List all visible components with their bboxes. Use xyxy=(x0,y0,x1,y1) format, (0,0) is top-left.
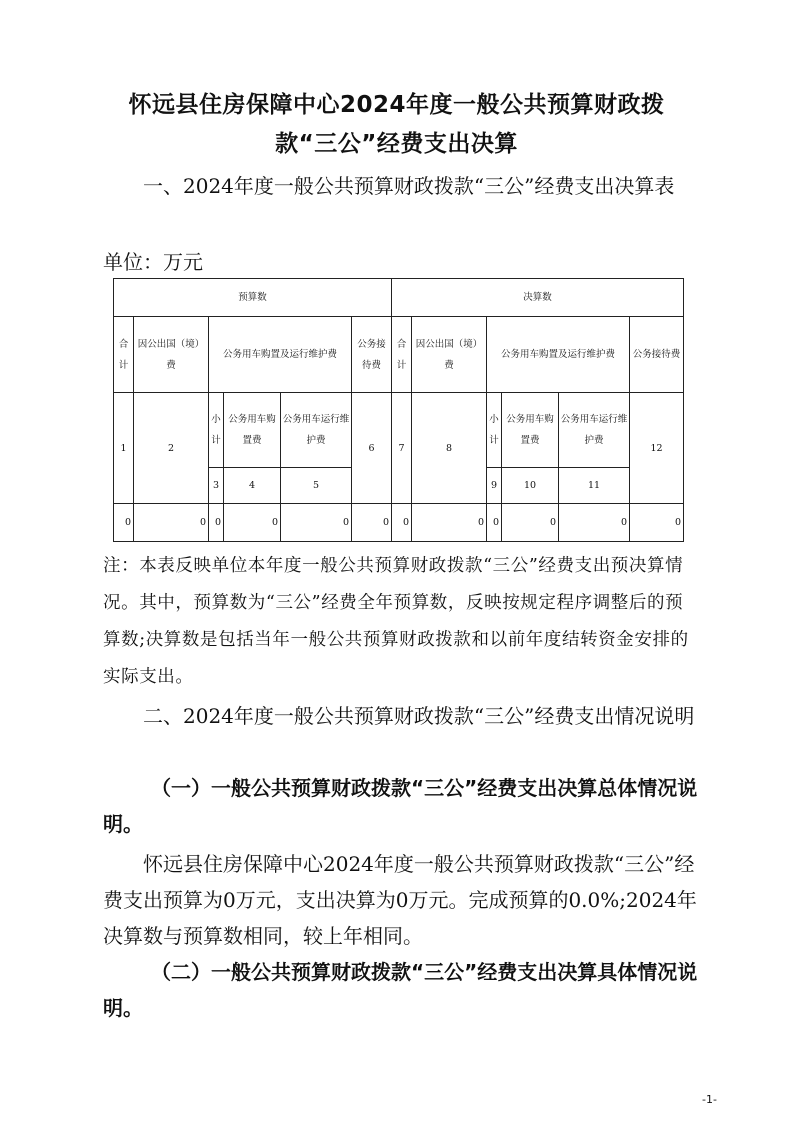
column-number-cell: 8 xyxy=(412,393,487,504)
column-number-cell: 9 xyxy=(487,468,502,504)
table-subheader-row xyxy=(114,393,684,468)
budget-abroad-header: 因公出国（境）费 xyxy=(134,317,209,393)
value-cell: 0 xyxy=(559,504,630,542)
column-number-cell: 6 xyxy=(352,393,392,504)
unit-label: 单位：万元 xyxy=(103,250,203,274)
value-cell: 0 xyxy=(352,504,392,542)
page-number: -1- xyxy=(702,1093,717,1106)
column-number-cell: 5 xyxy=(281,468,352,504)
section1-heading: 一、2024年度一般公共预算财政拨款“三公”经费支出决算表 xyxy=(143,174,675,198)
final-vehicle-group-header: 公务用车购置及运行维护费 xyxy=(487,317,630,393)
column-number-cell: 1 xyxy=(114,393,134,504)
section2-heading: 二、2024年度一般公共预算财政拨款“三公”经费支出情况说明 xyxy=(143,704,695,728)
value-cell: 0 xyxy=(224,504,281,542)
budget-total-header: 合计 xyxy=(114,317,134,393)
subsection2-heading: （二）一般公共预算财政拨款“三公”经费支出决算具体情况说明。 xyxy=(103,960,698,1020)
budget-vehicle-group-header: 公务用车购置及运行维护费 xyxy=(209,317,352,393)
value-cell: 0 xyxy=(209,504,224,542)
value-cell: 0 xyxy=(134,504,209,542)
final-total-header: 合计 xyxy=(392,317,412,393)
column-number-cell: 2 xyxy=(134,393,209,504)
value-cell: 0 xyxy=(630,504,684,542)
final-group-header: 决算数 xyxy=(392,279,684,317)
budget-vehicle-purchase-header: 公务用车购置费 xyxy=(224,393,281,468)
budget-reception-header: 公务接待费 xyxy=(352,317,392,393)
column-number-cell: 7 xyxy=(392,393,412,504)
budget-vehicle-operation-header: 公务用车运行维护费 xyxy=(281,393,352,468)
final-vehicle-subtotal-header: 小计 xyxy=(487,393,502,468)
subsection1-heading: （一）一般公共预算财政拨款“三公”经费支出决算总体情况说明。 xyxy=(103,776,698,836)
column-number-cell: 3 xyxy=(209,468,224,504)
table-column-header-row xyxy=(114,317,684,393)
value-cell: 0 xyxy=(412,504,487,542)
table-note: 注：本表反映单位本年度一般公共预算财政拨款“三公”经费支出预决算情况。其中，预算数为“三公”经费全年预算数，反映按规定程序调整后的预算数;决算数是包括当年一般公共预算财政拨款和以前年度结转资金安排的实际支出。 xyxy=(103,556,689,687)
three-public-expense-table xyxy=(113,278,684,542)
column-number-cell: 12 xyxy=(630,393,684,504)
value-cell: 0 xyxy=(392,504,412,542)
budget-vehicle-subtotal-header: 小计 xyxy=(209,393,224,468)
table-group-header-row xyxy=(114,279,684,317)
final-abroad-header: 因公出国（境）费 xyxy=(412,317,487,393)
final-vehicle-purchase-header: 公务用车购置费 xyxy=(502,393,559,468)
value-cell: 0 xyxy=(114,504,134,542)
subsection1-body: 怀远县住房保障中心2024年度一般公共预算财政拨款“三公”经费支出预算为0万元，支出决算为0万元。完成预算的0.0%;2024年决算数与预算数相同，较上年相同。 xyxy=(103,852,697,948)
value-cell: 0 xyxy=(502,504,559,542)
final-vehicle-operation-header: 公务用车运行维护费 xyxy=(559,393,630,468)
column-number-cell: 10 xyxy=(502,468,559,504)
document-title-line1: 怀远县住房保障中心2024年度一般公共预算财政拨 xyxy=(128,92,665,118)
budget-group-header: 预算数 xyxy=(114,279,392,317)
document-title-line2: 款“三公”经费支出决算 xyxy=(275,131,518,157)
final-reception-header: 公务接待费 xyxy=(630,317,684,393)
table-value-row xyxy=(114,504,684,542)
column-number-cell: 11 xyxy=(559,468,630,504)
value-cell: 0 xyxy=(487,504,502,542)
value-cell: 0 xyxy=(281,504,352,542)
column-number-cell: 4 xyxy=(224,468,281,504)
